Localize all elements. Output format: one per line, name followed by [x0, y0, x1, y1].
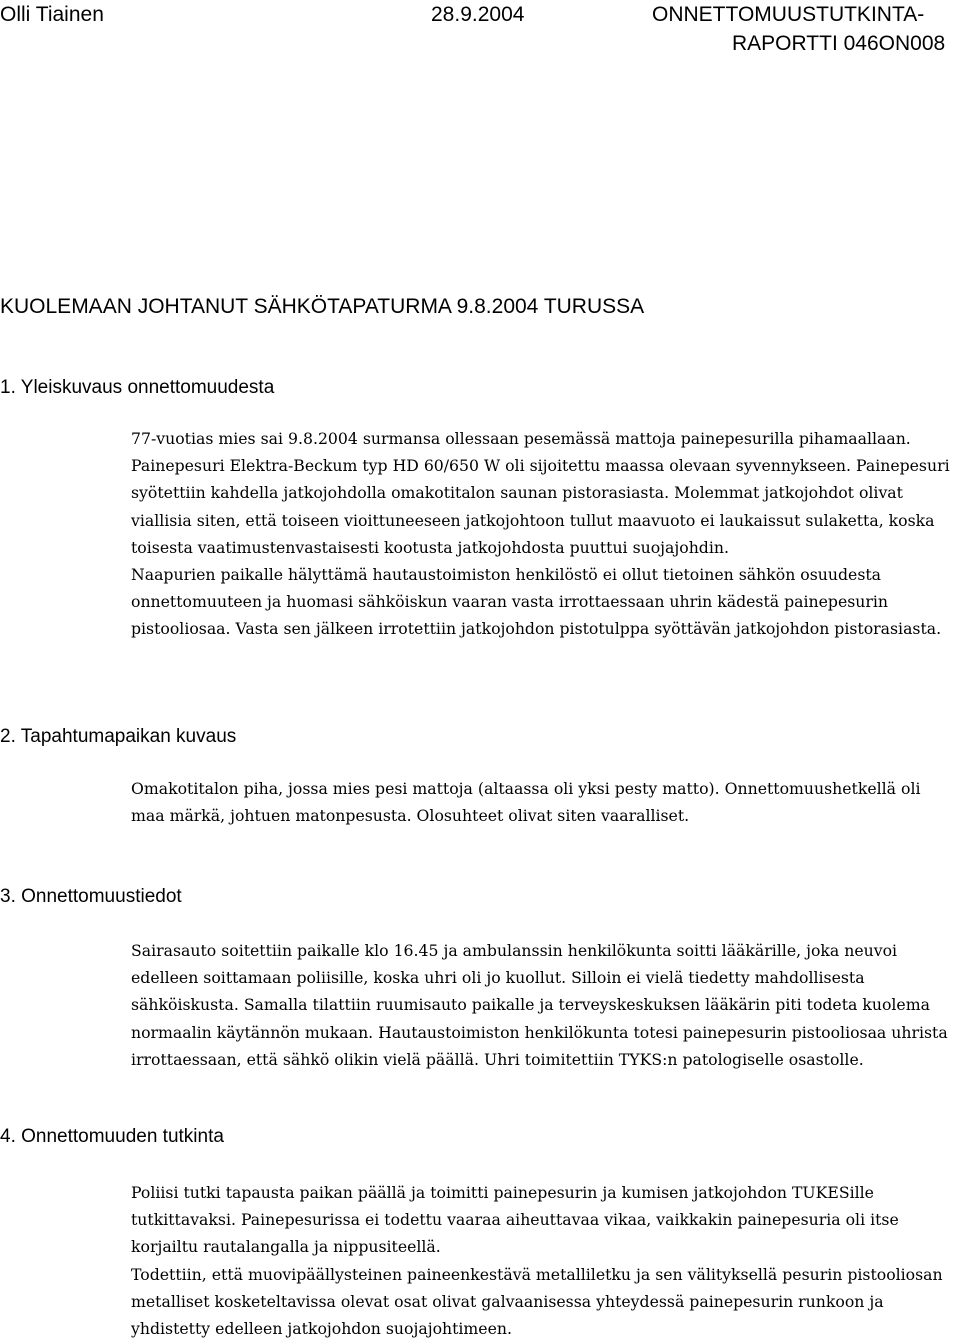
section-heading-2: 2. Tapahtumapaikan kuvaus — [0, 726, 237, 747]
section-heading-1: 1. Yleiskuvaus onnettomuudesta — [0, 377, 275, 398]
paragraph: Sairasauto soitettiin paikalle klo 16.45 ja ambulanssin henkilökunta soitti lääkärille, joka neuvoi edelleen soittamaan poliisille, koska uhri oli jo kuollut. Silloin ei vielä tiedetty mahdollisesta sähköiskusta. Samalla tilattiin ruumisauto paikalle ja terveyskeskuksen lääkärin piti todeta kuolema normaalin käytännön mukaan. Hautaustoimiston henkilökunta totesi painepesurin pistooliosaa uhrista irrottaessaan, että sähkö olikin vielä päällä. Uhri toimitettiin TYKS:n patologiselle osastolle. — [131, 941, 948, 1069]
section-body-4 — [131, 1179, 957, 1342]
section-heading-3: 3. Onnettomuustiedot — [0, 886, 182, 907]
paragraph: 77-vuotias mies sai 9.8.2004 surmansa ollessaan pesemässä mattoja painepesurilla pihamaallaan. Painepesuri Elektra-Beckum typ HD 60/650 W oli sijoitettu maassa olevaan syvennykseen. Painepesuri syötettiin kahdella jatkojohdolla omakotitalon saunan pistorasiasta. Molemmat jatkojohdot olivat viallisia siten, että toiseen vioittuneeseen jatkojohtoon tullut maavuoto ei laukaissut sulaketta, koska toisesta vaatimustenvastaisesti kootusta jatkojohdosta puuttui suojajohdin. — [131, 429, 950, 557]
section-body-2 — [131, 775, 957, 829]
document-title: KUOLEMAAN JOHTANUT SÄHKÖTAPATURMA 9.8.2004 TURUSSA — [0, 295, 645, 318]
header-date: 28.9.2004 — [431, 3, 525, 26]
paragraph: Omakotitalon piha, jossa mies pesi mattoja (altaassa oli yksi pesty matto). Onnettomuushetkellä oli maa märkä, johtuen matonpesusta. Olosuhteet olivat siten vaaralliset. — [131, 779, 921, 826]
header-author: Olli Tiainen — [0, 3, 104, 26]
section-body-1 — [131, 425, 957, 643]
section-body-3 — [131, 937, 957, 1073]
header-report-line2: RAPORTTI 046ON008 — [732, 32, 946, 55]
header-report-number — [652, 0, 952, 58]
paragraph: Todettiin, että muovipäällysteinen paineenkestävä metalliletku ja sen välityksellä pesurin pistooliosan metalliset kosketeltavissa olevat osat olivat galvaanisessa yhteydessä painepesurin runkoon ja yhdistetty edelleen jatkojohdon suojajohtimeen. — [131, 1264, 943, 1339]
paragraph: Naapurien paikalle hälyttämä hautaustoimiston henkilöstö ei ollut tietoinen sähkön osuudesta onnettomuuteen ja huomasi sähköiskun vaaran vasta irrottaessaan uhrin kädestä painepesurin pistooliosaa. Vasta sen jälkeen irrotettiin jatkojohdon pistotulppa syöttävän jatkojohdon pistorasiasta. — [131, 565, 942, 639]
paragraph: Poliisi tutki tapausta paikan päällä ja toimitti painepesurin ja kumisen jatkojohdon TUKESille tutkittavaksi. Painepesurissa ei todettu vaaraa aiheuttavaa vikaa, vaikkakin painepesuria oli itse korjailtu rautalangalla ja nippusiteellä. — [131, 1183, 899, 1257]
header-report-line1: ONNETTOMUUSTUTKINTA- — [652, 3, 925, 26]
section-heading-4: 4. Onnettomuuden tutkinta — [0, 1126, 224, 1147]
